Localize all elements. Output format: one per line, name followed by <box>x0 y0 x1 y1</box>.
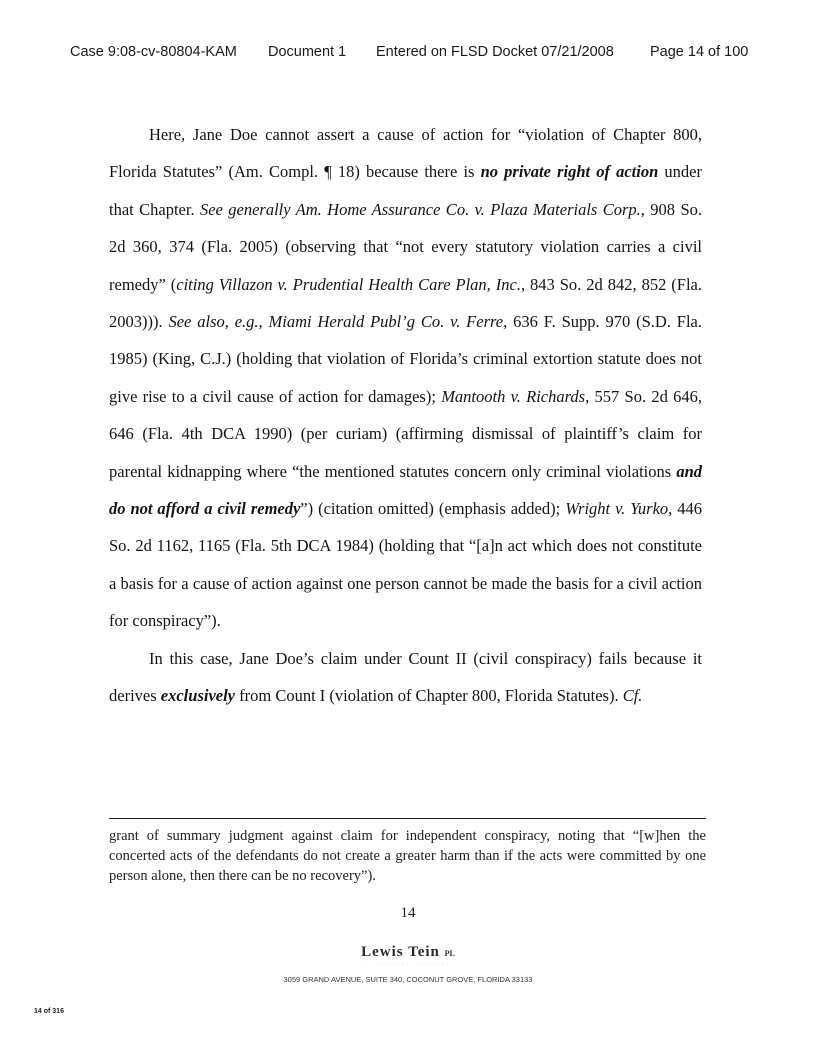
citation-run: Cf. <box>622 686 643 706</box>
emphasis-run: and do not afford a civil remedy <box>109 461 702 519</box>
firm-tagline-rule: · · · · · · · · · · · · · · · · · · · <box>366 962 450 967</box>
emphasis-run: no private right of action <box>480 162 659 182</box>
footnote-divider <box>109 818 706 819</box>
body-text <box>109 116 702 715</box>
citation-run: citing Villazon v. Prudential Health Care Plan, Inc. <box>176 274 521 294</box>
bates-stamp: 14 of 316 <box>34 1008 64 1015</box>
citation-run: See generally Am. Home Assurance Co. v. Plaza Materials Corp. <box>199 199 641 219</box>
footnote-text: grant of summary judgment against claim for independent conspiracy, noting that “[w]hen the concerted acts of the defendants do not create a greater harm than if the acts were committed by one person alone, then there can be no recovery”). <box>109 828 706 884</box>
header-case-number: Case 9:08-cv-80804-KAM <box>70 44 237 60</box>
text-run: from Count I (violation of Chapter 800, Florida Statutes). <box>235 686 623 706</box>
firm-suffix: PL <box>444 949 455 958</box>
citation-run: See also, e.g., Miami Herald Publ’g Co. v. Ferre <box>168 312 504 332</box>
firm-address: 3059 GRAND AVENUE, SUITE 340, COCONUT GROVE, FLORIDA 33133 <box>283 975 533 984</box>
emphasis-run: exclusively <box>160 686 235 706</box>
text-run: , 636 F. Supp. 970 (S.D. Fla. 1985) (King, C.J.) (holding that violation of Florida’s criminal extortion statute does not give rise to a civil cause of action for damages); <box>109 312 703 406</box>
header-entered-date: Entered on FLSD Docket 07/21/2008 <box>376 44 614 60</box>
firm-name: Lewis Tein <box>361 944 440 960</box>
paragraph-private-right <box>109 116 702 640</box>
citation-run: Mantooth v. Richards <box>441 386 586 406</box>
firm-logo <box>0 944 816 961</box>
header-page-count: Page 14 of 100 <box>650 44 749 60</box>
citation-run: Wright v. Yurko <box>565 499 669 519</box>
text-run: , 446 So. 2d 1162, 1165 (Fla. 5th DCA 1984) (holding that “[a]n act which does not constitute a basis for a cause of action against one person cannot be made the basis for a civil action for conspiracy”). <box>109 499 703 631</box>
text-run: In this case, Jane Doe’s claim under Count II (civil conspiracy) fails because it derives <box>109 648 702 706</box>
footnote <box>109 826 706 886</box>
text-run: under that Chapter. <box>109 162 702 219</box>
text-run: , 908 So. 2d 360, 374 (Fla. 2005) (observing that “not every statutory violation carries a civil remedy” ( <box>109 199 702 294</box>
text-run: ”) (citation omitted) (emphasis added); <box>300 499 566 519</box>
docket-header <box>60 44 760 64</box>
text-run: , 557 So. 2d 646, 646 (Fla. 4th DCA 1990) (per curiam) (affirming dismissal of plaintiff’s claim for parental kidnapping where “the mentioned statutes concern only criminal violations <box>109 386 702 481</box>
paragraph-conspiracy <box>109 640 702 715</box>
text-run: Here, Jane Doe cannot assert a cause of action for “violation of Chapter 800, Florida Statutes” (Am. Compl. ¶ 18) because there is <box>109 125 702 182</box>
page-number: 14 <box>400 905 416 921</box>
text-run: , 843 So. 2d 842, 852 (Fla. 2003))). <box>109 274 702 332</box>
header-document-number: Document 1 <box>268 44 347 60</box>
